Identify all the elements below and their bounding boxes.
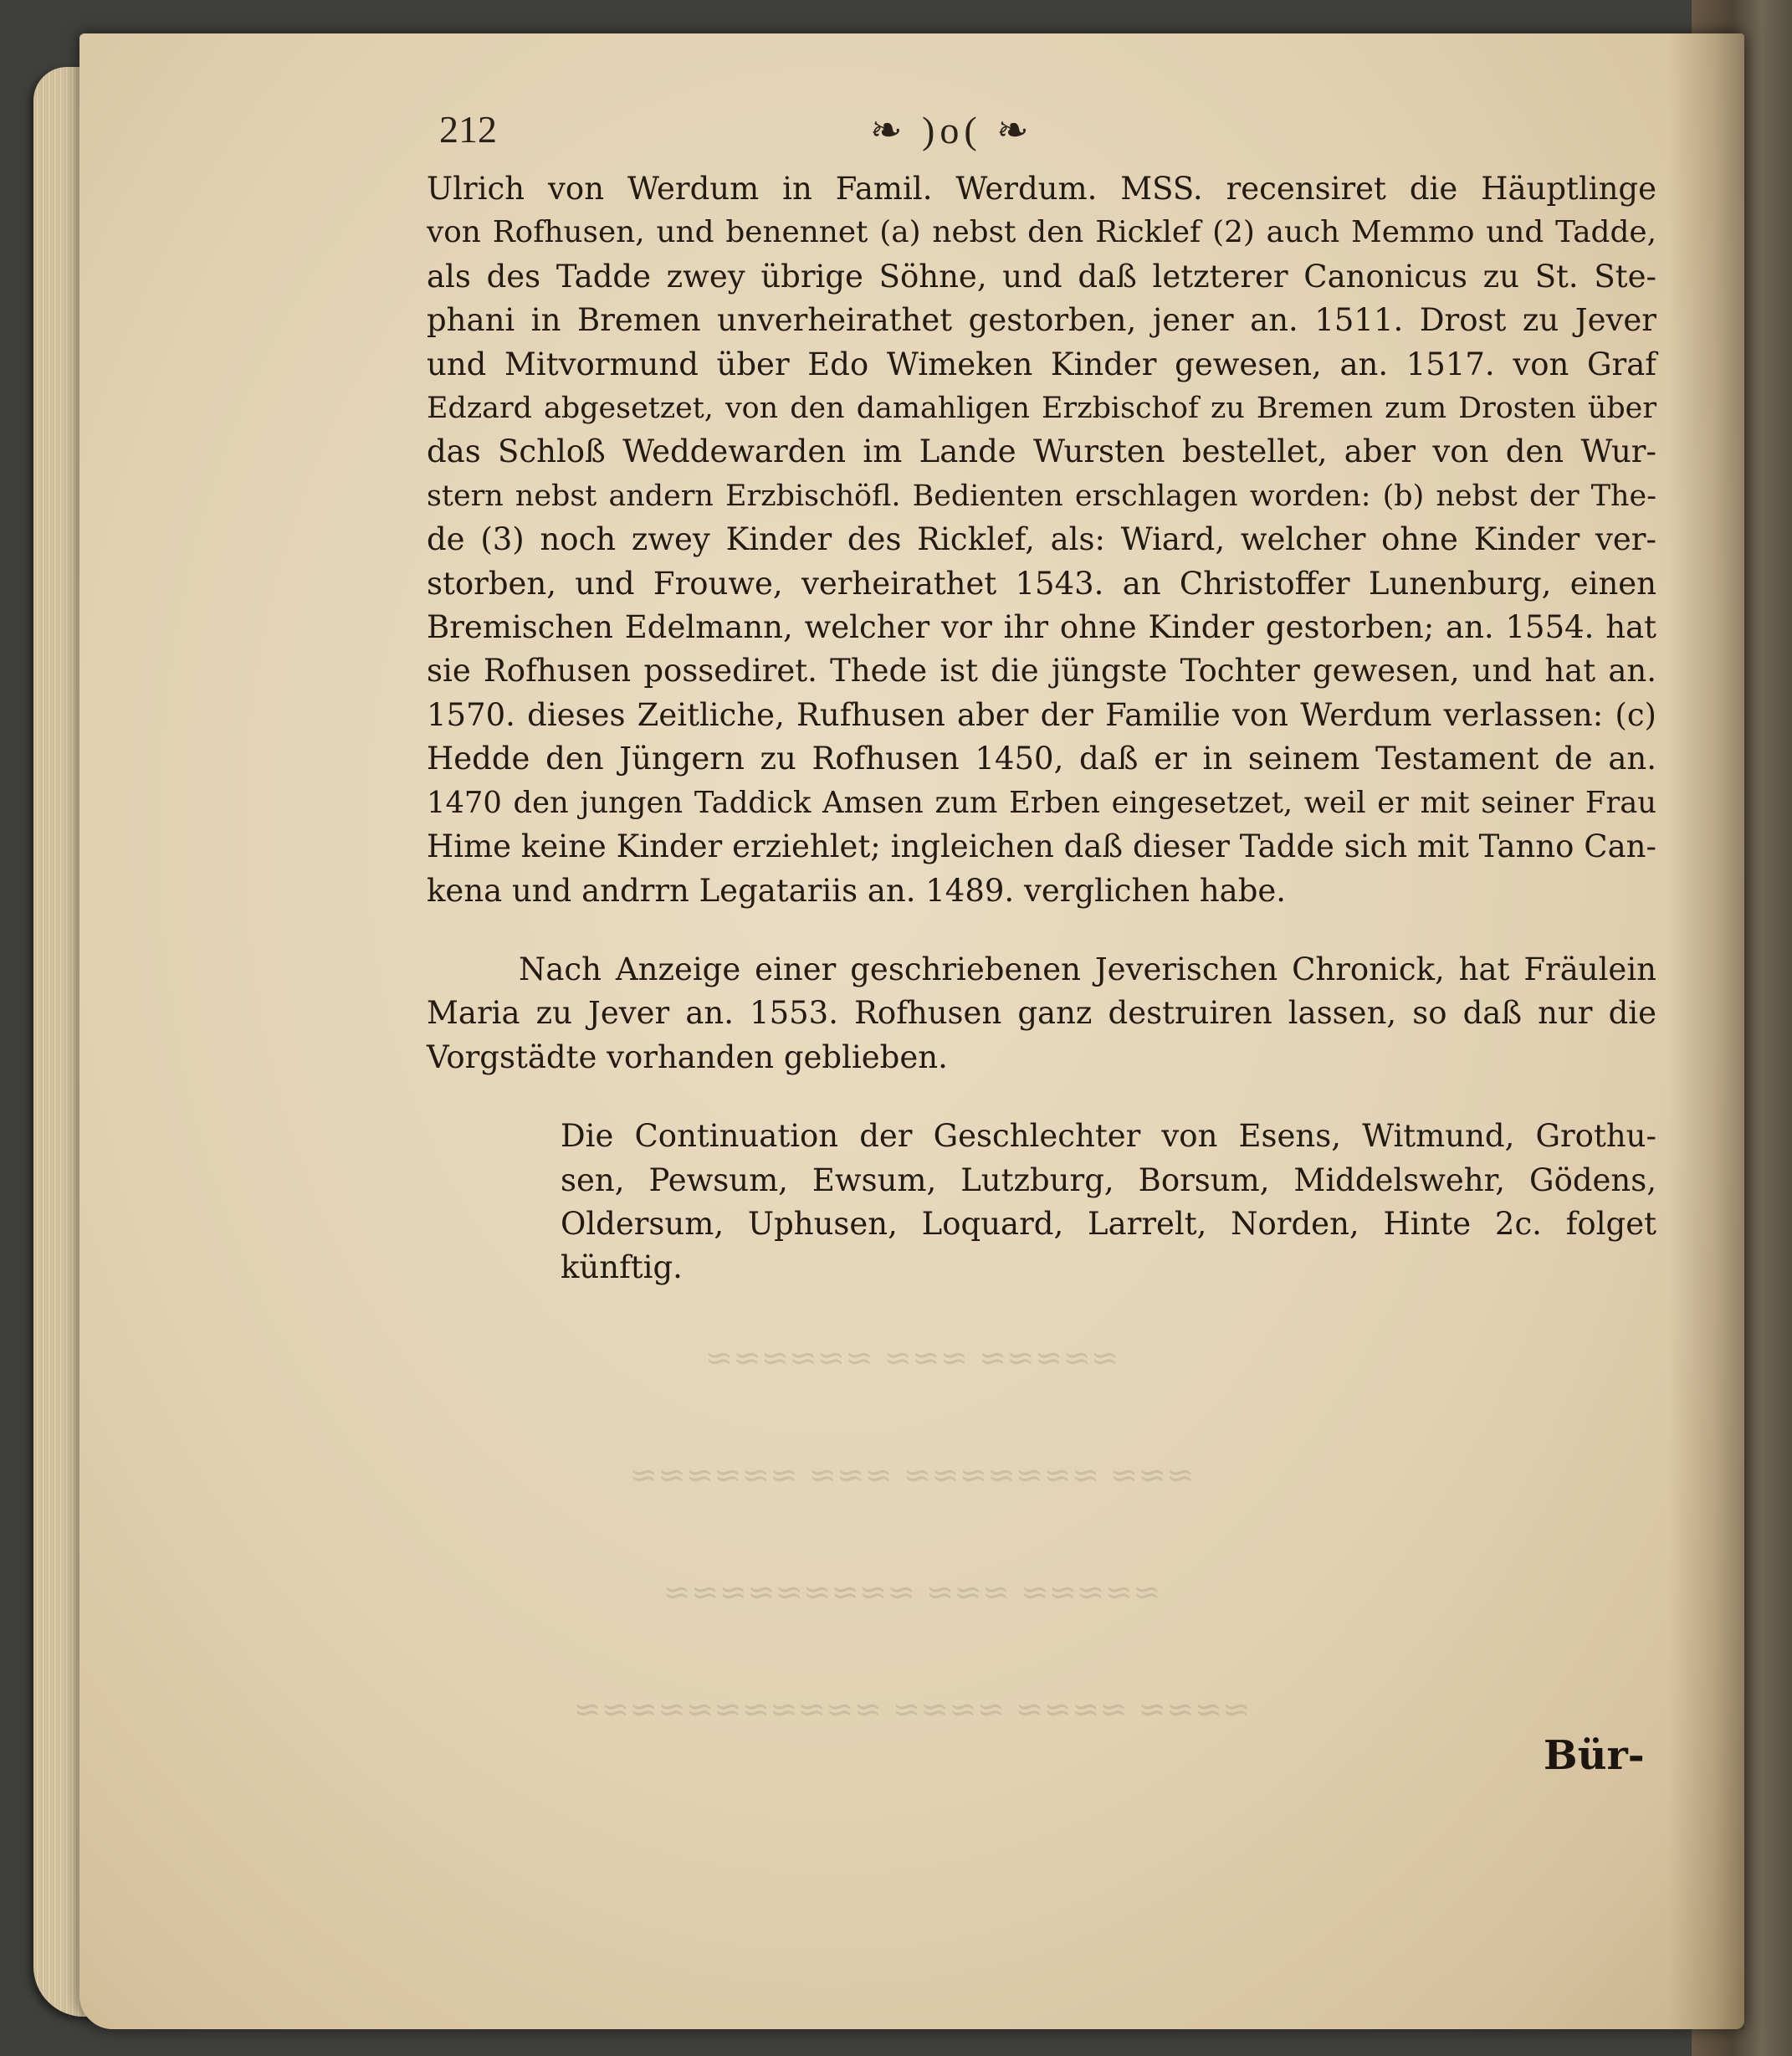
catchword: Bür- [1544, 1732, 1645, 1779]
text-line: Hedde den Jüngern zu Rofhusen 1450, daß er in seinem Testament de an. [427, 741, 1656, 777]
text-line: Oldersum, Uphusen, Loquard, Larrelt, Norden, Hinte 2c. folget [561, 1205, 1656, 1242]
text-line: Maria zu Jever an. 1553. Rofhusen ganz destruiren lassen, so daß nur die [427, 995, 1656, 1032]
paragraph-chronick [427, 948, 1656, 1079]
text-line: künftig. [561, 1249, 683, 1286]
main-text [427, 167, 1656, 1290]
text-line: Ulrich von Werdum in Famil. Werdum. MSS. recensiret die Häuptlinge [427, 171, 1656, 207]
gutter-shadow [1669, 33, 1744, 2029]
text-line: das Schloß Weddewarden im Lande Wursten bestellet, aber von den Wur- [427, 433, 1656, 470]
show-through-decoration: ≈≈≈≈ ≈≈≈≈ ≈≈≈≈ ≈≈≈≈≈≈≈≈≈≈≈ [573, 1690, 1251, 1729]
text-line: Vorgstädte vorhanden geblieben. [427, 1038, 948, 1075]
text-line: phani in Bremen unverheirathet gestorben, jener an. 1511. Drost zu Jever [427, 302, 1656, 339]
text-line: sie Rofhusen possediret. Thede ist die jüngste Tochter gewesen, und hat an. [427, 653, 1656, 690]
text-line: Edzard abgesetzet, von den damahligen Erzbischof zu Bremen zum Drosten über [427, 392, 1656, 426]
text-line: Bremischen Edelmann, welcher vor ihr ohne Kinder gestorben; an. 1554. hat [427, 609, 1656, 646]
text-line: 1470 den jungen Taddick Amsen zum Erben eingesetzet, weil er mit seiner Frau [427, 785, 1656, 820]
show-through-decoration: ≈≈≈ ≈≈≈≈≈≈≈ ≈≈≈ ≈≈≈≈≈≈ [629, 1456, 1195, 1495]
text-line: de (3) noch zwey Kinder des Ricklef, als: Wiard, welcher ohne Kinder ver- [427, 521, 1656, 558]
header-ornament: ❧ )o( ❧ [870, 109, 1034, 151]
text-line: kena und andrrn Legatariis an. 1489. verglichen habe. [427, 872, 1287, 909]
paragraph-werdum [427, 167, 1656, 913]
show-through-decoration: ≈≈≈≈≈ ≈≈≈ ≈≈≈≈≈≈ [704, 1339, 1119, 1377]
text-line: Hime keine Kinder erziehlet; ingleichen daß dieser Tadde sich mit Tanno Can- [427, 828, 1656, 865]
paragraph-continuation [427, 1115, 1656, 1290]
text-line: storben, und Frouwe, verheirathet 1543. an Christoffer Lunenburg, einen [427, 565, 1656, 602]
text-line: Die Continuation der Geschlechter von Esens, Witmund, Grothu- [561, 1118, 1656, 1155]
show-through-decoration: ≈≈≈≈≈ ≈≈≈ ≈≈≈≈≈≈≈≈≈ [663, 1573, 1161, 1612]
text-line: und Mitvormund über Edo Wimeken Kinder gewesen, an. 1517. von Graf [427, 346, 1656, 382]
text-line: sen, Pewsum, Ewsum, Lutzburg, Borsum, Middelswehr, Gödens, [561, 1161, 1656, 1198]
text-line: als des Tadde zwey übrige Söhne, und daß letzterer Canonicus zu St. Ste- [427, 258, 1656, 295]
text-line: von Rofhusen, und benennet (a) nebst den Ricklef (2) auch Memmo und Tadde, [427, 215, 1656, 250]
text-line: stern nebst andern Erzbischöfl. Bedienten erschlagen worden: (b) nebst der The- [427, 479, 1656, 513]
page-number: 212 [439, 108, 497, 151]
text-line: Nach Anzeige einer geschriebenen Jeverischen Chronick, hat Fräulein [519, 951, 1656, 987]
text-line: 1570. dieses Zeitliche, Rufhusen aber der Familie von Werdum verlassen: (c) [427, 696, 1656, 733]
page-header [439, 107, 1728, 166]
